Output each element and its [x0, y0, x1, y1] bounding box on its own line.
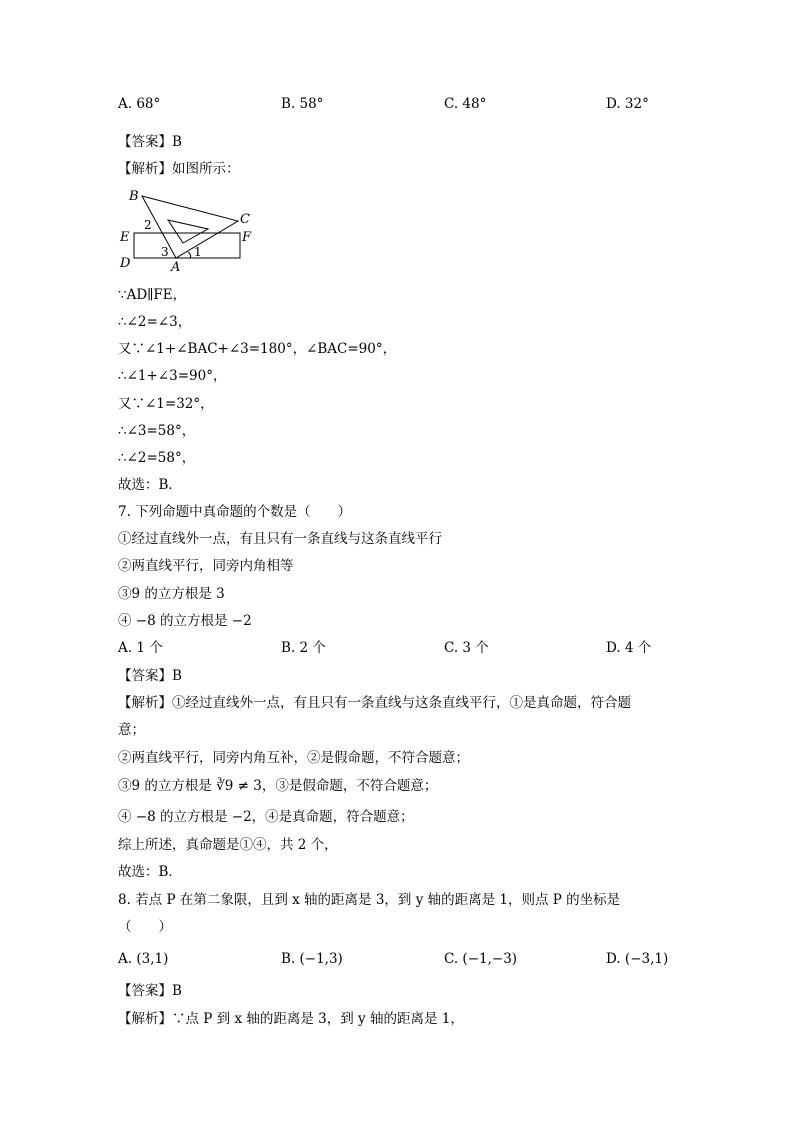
q7-option-d: D. 4 个 [606, 640, 652, 656]
label-f: F [242, 230, 252, 245]
q7-analysis-4: ③9 的立方根是 ∛9 ≠ 3，③是假命题，不符合题意； [118, 778, 438, 794]
q7-option-a: A. 1 个 [118, 640, 163, 656]
label-c: C [240, 212, 250, 227]
q7-statement-4: ④ −8 的立方根是 −2 [118, 613, 252, 629]
q6-step-8: 故选：B． [118, 477, 182, 493]
q8-analysis-start: 【解析】∵点 P 到 x 轴的距离是 3，到 y 轴的距离是 1， [118, 1011, 464, 1027]
q8-stem-paren: （ ） [118, 919, 172, 935]
q7-option-b: B. 2 个 [281, 640, 326, 656]
q7-statement-1: ①经过直线外一点，有且只有一条直线与这条直线平行 [118, 531, 442, 547]
set-square-outer [142, 196, 238, 258]
q6-step-6: ∴∠3=58°， [118, 423, 196, 439]
q8-option-d: D. (−3,1) [606, 951, 669, 967]
q6-step-4: ∴∠1+∠3=90°， [118, 368, 227, 384]
q8-option-a: A. (3,1) [118, 951, 169, 967]
ruler-rectangle [134, 233, 240, 258]
q7-answer: 【答案】B [118, 668, 182, 684]
q6-step-1: ∵AD∥FE， [118, 287, 187, 303]
q6-option-b: B. 58° [281, 96, 324, 112]
q7-analysis-5: ④ −8 的立方根是 −2，④是真命题，符合题意； [118, 809, 414, 825]
label-angle-3: 3 [161, 245, 169, 259]
q8-stem: 8. 若点 P 在第二象限，且到 x 轴的距离是 3，到 y 轴的距离是 1，则点 P 的坐标是 [118, 892, 621, 908]
label-b: B [129, 189, 139, 204]
q6-analysis-intro: 【解析】如图所示： [118, 161, 240, 177]
q7-statement-3: ③9 的立方根是 3 [118, 586, 225, 602]
q7-analysis-2: 意； [118, 722, 145, 738]
q7-statement-2: ②两直线平行，同旁内角相等 [118, 558, 294, 574]
q6-step-3: 又∵∠1+∠BAC+∠3=180°，∠BAC=90°， [118, 341, 397, 357]
label-e: E [120, 230, 130, 245]
q7-analysis-3: ②两直线平行，同旁内角互补，②是假命题，不符合题意； [118, 750, 469, 766]
q6-option-c: C. 48° [444, 96, 487, 112]
label-a: A [171, 260, 181, 275]
label-angle-2: 2 [144, 218, 152, 232]
angle-1-arc [188, 252, 191, 258]
q7-stem: 7. 下列命题中真命题的个数是（ ） [118, 504, 352, 520]
q7-analysis-6: 综上所述，真命题是①④，共 2 个， [118, 837, 338, 853]
q7-analysis-7: 故选：B． [118, 864, 182, 880]
q6-option-a: A. 68° [118, 96, 161, 112]
q8-option-b: B. (−1,3) [281, 951, 343, 967]
q6-step-5: 又∵∠1=32°， [118, 396, 214, 412]
q6-step-7: ∴∠2=58°， [118, 450, 196, 466]
label-angle-1: 1 [194, 245, 202, 259]
q8-answer: 【答案】B [118, 983, 182, 999]
q6-option-d: D. 32° [606, 96, 649, 112]
q6-answer: 【答案】B [118, 134, 182, 150]
q7-option-c: C. 3 个 [444, 640, 489, 656]
q8-option-c: C. (−1,−3) [444, 951, 518, 967]
set-square-inner [168, 220, 208, 243]
label-d: D [120, 256, 131, 271]
q7-analysis-1: 【解析】①经过直线外一点，有且只有一条直线与这条直线平行，①是真命题，符合题 [118, 695, 631, 711]
geometry-figure [116, 183, 256, 275]
q6-step-2: ∴∠2=∠3， [118, 314, 192, 330]
